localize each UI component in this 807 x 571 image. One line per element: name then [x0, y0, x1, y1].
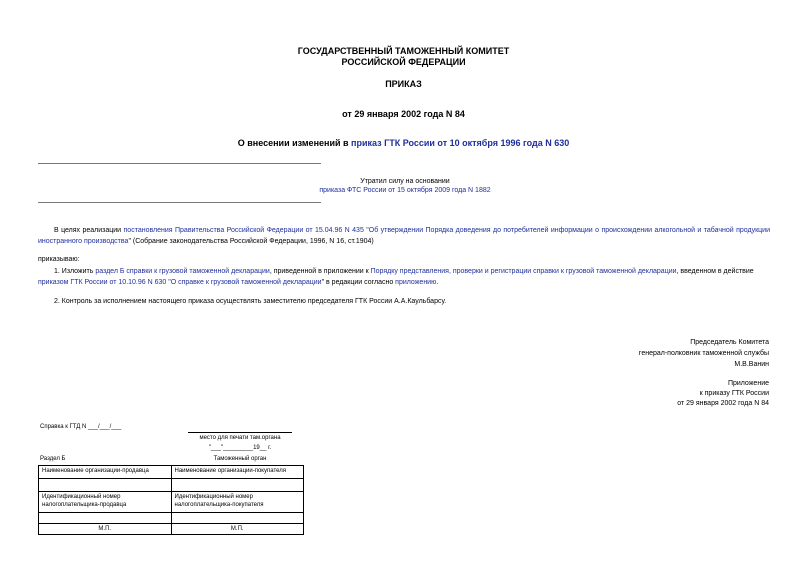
item-1: [38, 266, 770, 288]
section-label: Раздел Б: [40, 456, 66, 462]
issuer-line1: ГОСУДАРСТВЕННЫЙ ТАМОЖЕННЫЙ КОМИТЕТ: [297, 46, 510, 56]
stamp-line: [188, 432, 292, 433]
document-type: ПРИКАЗ: [385, 79, 422, 89]
status-divider-bottom: [38, 202, 321, 203]
signature-rank: генерал-полковник таможенной службы: [638, 350, 769, 357]
document-subject: [0, 138, 807, 148]
table-row: [39, 524, 304, 535]
item-2: 2. Контроль за исполнением настоящего приказа осуществлять заместителю председателя ГТК России А.А.Каульбарсу.: [54, 298, 447, 305]
document-date: от 29 января 2002 года N 84: [342, 109, 465, 119]
issuer-line2: РОССИЙСКОЙ ФЕДЕРАЦИИ: [341, 57, 466, 67]
form-reference: Справка к ГТД N ___/___/___: [40, 424, 122, 430]
preamble-prefix: В целях реализации: [54, 227, 124, 234]
item1-part4: " в редакции согласно: [321, 279, 396, 286]
seller-stamp-cell: М.П.: [39, 524, 172, 535]
appendix-title: Приложение: [727, 380, 769, 387]
buyer-name-cell: Наименование организации-покупателя: [171, 466, 304, 479]
customs-label: Таможенный орган: [213, 456, 267, 462]
seller-name-cell: Наименование организации-продавца: [39, 466, 172, 479]
stamp-place: место для печати там.органа: [199, 435, 281, 441]
appendix-link[interactable]: приложению: [395, 279, 437, 286]
table-row: [39, 479, 304, 492]
table-row: [39, 492, 304, 513]
seller-inn-value: [39, 513, 172, 524]
buyer-name-value: [171, 479, 304, 492]
signature-title: Председатель Комитета: [690, 339, 769, 346]
order-word: приказываю:: [38, 256, 80, 263]
order-630-link[interactable]: приказом ГТК России от 10.10.96 N 630 "О справке к грузовой таможенной декларации: [38, 279, 322, 286]
signature-name: М.В.Ванин: [734, 361, 769, 368]
table-row: [39, 513, 304, 524]
item1-part5: .: [436, 279, 439, 286]
preamble-suffix: " (Собрание законодательства Российской Федерации, 1996, N 16, ст.1904): [128, 238, 374, 245]
subject-prefix: О внесении изменений в: [237, 138, 352, 148]
item1-part1: 1. Изложить: [54, 268, 96, 275]
buyer-inn-value: [171, 513, 304, 524]
item1-part2: , приведенной в приложении к: [269, 268, 371, 275]
seller-inn-cell: Идентификационный номер налогоплательщика-продавца: [39, 492, 172, 513]
status-divider-top: [38, 163, 321, 164]
decree-link[interactable]: постановления Правительства Российской Федерации от 15.04.96 N 435 "Об утверждении Порядка доведения до потребителей информации о происхождении алкогольной и табачной продукции иностранного производства: [38, 227, 770, 245]
table-row: [39, 466, 304, 479]
subject-link[interactable]: приказ ГТК России от 10 октября 1996 года N 630: [351, 138, 570, 148]
date-blank: "___"_________19__ г.: [208, 445, 272, 451]
preamble: [38, 225, 770, 247]
seller-name-value: [39, 479, 172, 492]
status-line: Утратил силу на основании: [360, 178, 450, 185]
item1-part3: , введенном в действие: [676, 268, 754, 275]
form-table: [38, 465, 304, 535]
appendix-date: от 29 января 2002 года N 84: [677, 400, 769, 407]
repeal-order-link[interactable]: приказа ФТС России от 15 октября 2009 года N 1882: [319, 187, 491, 194]
status-link[interactable]: [245, 187, 565, 194]
procedure-link[interactable]: Порядку представления, проверки и регистрации справки к грузовой таможенной декларации: [370, 268, 677, 275]
appendix-ref: к приказу ГТК России: [699, 390, 769, 397]
section-b-link[interactable]: раздел Б справки к грузовой таможенной декларации: [95, 268, 270, 275]
buyer-stamp-cell: М.П.: [171, 524, 304, 535]
buyer-inn-cell: Идентификационный номер налогоплательщика-покупателя: [171, 492, 304, 513]
